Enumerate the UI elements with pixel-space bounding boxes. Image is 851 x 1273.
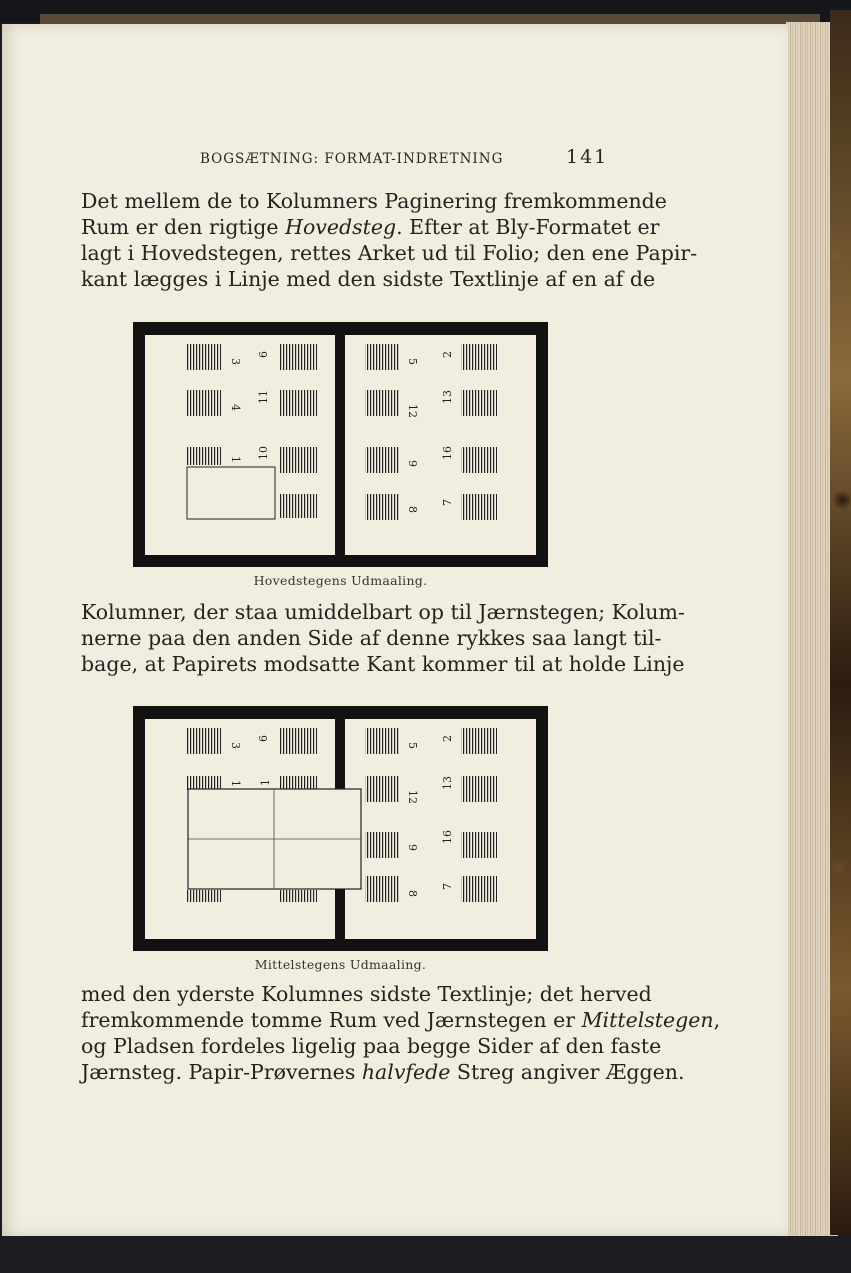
text-line: bage, at Papirets modsatte Kant kommer til at holde Linje <box>81 652 685 676</box>
column-marker <box>461 344 497 370</box>
page-num-16: 16 <box>441 830 454 844</box>
column-marker <box>461 776 497 802</box>
paragraph-1 <box>81 188 698 292</box>
page-num-11: 11 <box>257 390 270 404</box>
column-marker <box>187 890 221 902</box>
figure-2-caption: Mittelstegens Udmaaling. <box>254 957 427 972</box>
column-marker <box>461 728 497 754</box>
book-cover-edge <box>40 14 820 24</box>
page-num-5: 5 <box>406 358 419 365</box>
page-num-10: 10 <box>257 446 270 460</box>
column-marker <box>461 390 497 416</box>
text-line: Jærnsteg. Papir-Prøvernes halvfede Streg angiver Æggen. <box>81 1060 685 1084</box>
running-head: BOGSÆTNING: FORMAT-INDRETNING <box>200 151 504 167</box>
page-num-12: 12 <box>406 790 419 804</box>
text-line: kant lægges i Linje med den sidste Textlinje af en af de <box>81 267 656 291</box>
page-num-2: 2 <box>441 351 454 358</box>
column-marker <box>187 728 221 754</box>
bottom-background <box>0 1236 851 1273</box>
text-line: Det mellem de to Kolumners Paginering fremkommende <box>81 189 667 213</box>
column-marker <box>365 447 399 473</box>
column-marker <box>461 832 497 858</box>
page-num-3: 3 <box>229 742 242 749</box>
text-line: Kolumner, der staa umiddelbart op til Jærnstegen; Kolum- <box>81 600 685 624</box>
page-num-5: 5 <box>406 742 419 749</box>
column-marker <box>187 390 221 416</box>
page-num-8: 8 <box>406 506 419 513</box>
marbled-cover <box>830 10 851 1235</box>
figure-mittelsteg-diagram <box>133 706 548 951</box>
page-num-9: 9 <box>406 844 419 851</box>
page-num-2: 2 <box>441 735 454 742</box>
column-marker <box>187 776 221 790</box>
text-line: og Pladsen fordeles ligelig paa begge Sider af den faste <box>81 1034 662 1058</box>
column-marker <box>279 494 317 518</box>
figure-hovedsteg-diagram <box>133 322 548 567</box>
column-marker <box>279 776 317 790</box>
page-num-6: 6 <box>257 351 270 358</box>
page-num-1b: 1 <box>259 779 272 786</box>
column-marker <box>365 876 399 902</box>
column-marker <box>187 447 221 465</box>
column-marker <box>279 890 317 902</box>
page-num-12: 12 <box>406 404 419 418</box>
column-marker <box>365 390 399 416</box>
page-num-4: 4 <box>229 404 242 411</box>
page-num-13: 13 <box>441 390 454 404</box>
column-marker <box>279 344 317 370</box>
column-marker <box>365 832 399 858</box>
column-marker <box>461 447 497 473</box>
column-marker <box>365 776 399 802</box>
page-num-1: 1 <box>229 780 242 787</box>
page-num-3: 3 <box>229 358 242 365</box>
text-line: med den yderste Kolumnes sidste Textlinje; det herved <box>81 982 652 1006</box>
paper-sample-box <box>187 467 275 519</box>
column-marker <box>461 876 497 902</box>
page-num-13: 13 <box>441 776 454 790</box>
column-marker <box>365 494 399 520</box>
column-marker <box>365 728 399 754</box>
page-num-6: 6 <box>257 735 270 742</box>
page-num-8: 8 <box>406 890 419 897</box>
text-line: fremkommende tomme Rum ved Jærnstegen er Mittelstegen, <box>81 1008 721 1032</box>
text-line: lagt i Hovedstegen, rettes Arket ud til Folio; den ene Papir- <box>81 241 698 265</box>
paragraph-3 <box>81 981 721 1085</box>
page-num-7: 7 <box>441 883 454 890</box>
text-line: Rum er den rigtige Hovedsteg. Efter at Bly-Formatet er <box>81 215 660 239</box>
page-num-1: 1 <box>229 456 242 463</box>
column-marker <box>279 390 317 416</box>
text-line: nerne paa den anden Side af denne rykkes saa langt til- <box>81 626 662 650</box>
page-number: 141 <box>566 146 609 168</box>
column-marker <box>461 494 497 520</box>
paragraph-2 <box>81 599 685 677</box>
page-num-9: 9 <box>406 460 419 467</box>
page-num-16: 16 <box>441 446 454 460</box>
figure-1-caption: Hovedstegens Udmaaling. <box>253 573 428 588</box>
column-marker <box>365 344 399 370</box>
column-marker <box>279 728 317 754</box>
page-num-7: 7 <box>441 499 454 506</box>
column-marker <box>187 344 221 370</box>
column-marker <box>279 447 317 473</box>
